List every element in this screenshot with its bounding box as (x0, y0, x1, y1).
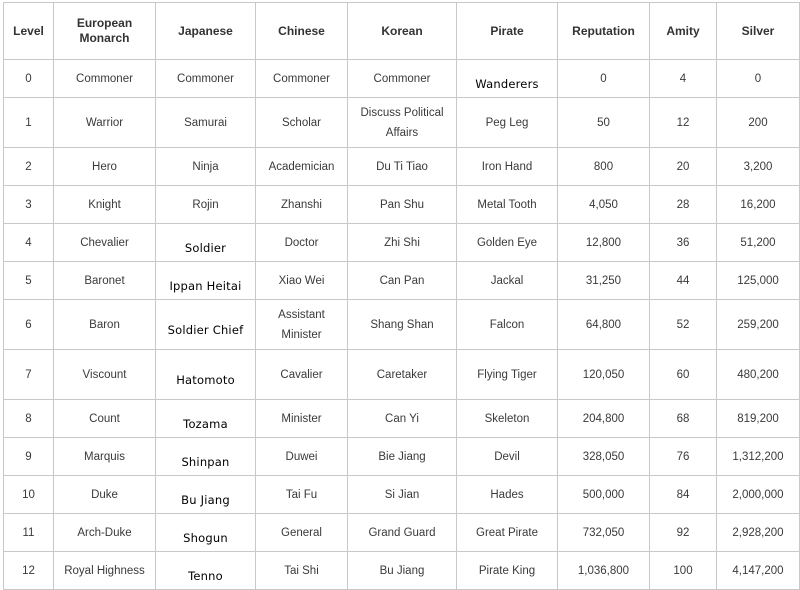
cell-chinese: Assistant Minister (256, 300, 348, 350)
cell-japanese (156, 476, 256, 514)
rank-table (3, 2, 800, 590)
cell-korean: Discuss Political Affairs (348, 98, 457, 148)
cell-japanese-text: Shogun (183, 530, 228, 545)
cell-european: Duke (54, 476, 156, 514)
cell-reputation: 0 (558, 60, 650, 98)
cell-level: 5 (4, 262, 54, 300)
header-european-monarch: European Monarch (54, 3, 156, 60)
cell-silver: 200 (717, 98, 800, 148)
cell-chinese: General (256, 514, 348, 552)
cell-european: Knight (54, 186, 156, 224)
cell-japanese: Commoner (156, 60, 256, 98)
cell-european: Warrior (54, 98, 156, 148)
cell-silver: 480,200 (717, 350, 800, 400)
cell-korean: Shang Shan (348, 300, 457, 350)
cell-japanese-text: Bu Jiang (181, 492, 230, 507)
cell-silver: 2,928,200 (717, 514, 800, 552)
table-row (4, 400, 800, 438)
cell-level: 4 (4, 224, 54, 262)
cell-japanese: Samurai (156, 98, 256, 148)
cell-european: Count (54, 400, 156, 438)
cell-chinese: Cavalier (256, 350, 348, 400)
table-row (4, 98, 800, 148)
cell-pirate: Metal Tooth (457, 186, 558, 224)
table-row (4, 300, 800, 350)
cell-amity: 20 (650, 148, 717, 186)
cell-european: Marquis (54, 438, 156, 476)
cell-reputation: 31,250 (558, 262, 650, 300)
cell-pirate-text: Wanderers (475, 76, 539, 91)
header-pirate: Pirate (457, 3, 558, 60)
cell-korean: Bu Jiang (348, 552, 457, 590)
header-level: Level (4, 3, 54, 60)
cell-pirate: Hades (457, 476, 558, 514)
cell-pirate: Pirate King (457, 552, 558, 590)
cell-european: Baronet (54, 262, 156, 300)
cell-silver: 4,147,200 (717, 552, 800, 590)
cell-korean: Bie Jiang (348, 438, 457, 476)
cell-japanese-text: Tozama (183, 416, 228, 431)
cell-amity: 44 (650, 262, 717, 300)
cell-european: Hero (54, 148, 156, 186)
cell-korean: Zhi Shi (348, 224, 457, 262)
cell-amity: 60 (650, 350, 717, 400)
cell-silver: 259,200 (717, 300, 800, 350)
cell-japanese-text: Ippan Heitai (169, 278, 242, 293)
cell-chinese: Tai Shi (256, 552, 348, 590)
cell-reputation: 328,050 (558, 438, 650, 476)
cell-level: 8 (4, 400, 54, 438)
cell-japanese-text: Soldier Chief (167, 322, 244, 337)
cell-reputation: 12,800 (558, 224, 650, 262)
cell-japanese-text: Soldier (184, 240, 227, 255)
cell-chinese: Scholar (256, 98, 348, 148)
cell-chinese: Tai Fu (256, 476, 348, 514)
cell-level: 0 (4, 60, 54, 98)
header-chinese: Chinese (256, 3, 348, 60)
cell-silver: 125,000 (717, 262, 800, 300)
cell-japanese (156, 300, 256, 350)
cell-japanese: Ninja (156, 148, 256, 186)
cell-korean: Du Ti Tiao (348, 148, 457, 186)
cell-japanese (156, 438, 256, 476)
cell-japanese-text: Hatomoto (176, 372, 235, 387)
table-row (4, 438, 800, 476)
cell-amity: 12 (650, 98, 717, 148)
cell-pirate: Iron Hand (457, 148, 558, 186)
cell-level: 6 (4, 300, 54, 350)
cell-amity: 28 (650, 186, 717, 224)
table-row (4, 60, 800, 98)
table-row (4, 476, 800, 514)
cell-pirate: Flying Tiger (457, 350, 558, 400)
cell-european: Viscount (54, 350, 156, 400)
cell-pirate (457, 60, 558, 98)
cell-amity: 68 (650, 400, 717, 438)
cell-amity: 92 (650, 514, 717, 552)
header-korean: Korean (348, 3, 457, 60)
cell-european: Chevalier (54, 224, 156, 262)
table-row (4, 148, 800, 186)
cell-amity: 100 (650, 552, 717, 590)
cell-reputation: 4,050 (558, 186, 650, 224)
cell-chinese: Doctor (256, 224, 348, 262)
cell-japanese (156, 400, 256, 438)
cell-level: 12 (4, 552, 54, 590)
header-reputation: Reputation (558, 3, 650, 60)
cell-japanese (156, 552, 256, 590)
cell-korean: Caretaker (348, 350, 457, 400)
cell-pirate: Falcon (457, 300, 558, 350)
cell-chinese: Duwei (256, 438, 348, 476)
cell-chinese: Xiao Wei (256, 262, 348, 300)
cell-chinese: Commoner (256, 60, 348, 98)
table-row (4, 186, 800, 224)
header-amity: Amity (650, 3, 717, 60)
cell-silver: 2,000,000 (717, 476, 800, 514)
cell-level: 2 (4, 148, 54, 186)
cell-japanese: Rojin (156, 186, 256, 224)
cell-level: 11 (4, 514, 54, 552)
cell-silver: 16,200 (717, 186, 800, 224)
table-row (4, 224, 800, 262)
cell-european: Arch-Duke (54, 514, 156, 552)
cell-reputation: 800 (558, 148, 650, 186)
cell-amity: 4 (650, 60, 717, 98)
cell-chinese: Academician (256, 148, 348, 186)
cell-reputation: 500,000 (558, 476, 650, 514)
cell-pirate: Golden Eye (457, 224, 558, 262)
cell-chinese: Minister (256, 400, 348, 438)
cell-reputation: 64,800 (558, 300, 650, 350)
cell-silver: 3,200 (717, 148, 800, 186)
cell-amity: 76 (650, 438, 717, 476)
cell-korean: Grand Guard (348, 514, 457, 552)
cell-pirate: Skeleton (457, 400, 558, 438)
cell-european: Commoner (54, 60, 156, 98)
cell-level: 1 (4, 98, 54, 148)
cell-european: Baron (54, 300, 156, 350)
header-japanese: Japanese (156, 3, 256, 60)
cell-amity: 36 (650, 224, 717, 262)
cell-reputation: 120,050 (558, 350, 650, 400)
cell-silver: 1,312,200 (717, 438, 800, 476)
cell-reputation: 1,036,800 (558, 552, 650, 590)
cell-pirate: Peg Leg (457, 98, 558, 148)
cell-japanese (156, 262, 256, 300)
table-row (4, 552, 800, 590)
cell-japanese (156, 350, 256, 400)
cell-japanese-text: Shinpan (181, 454, 230, 469)
cell-korean: Si Jian (348, 476, 457, 514)
cell-pirate: Devil (457, 438, 558, 476)
cell-korean: Pan Shu (348, 186, 457, 224)
cell-silver: 51,200 (717, 224, 800, 262)
cell-pirate: Jackal (457, 262, 558, 300)
cell-japanese (156, 514, 256, 552)
cell-european: Royal Highness (54, 552, 156, 590)
cell-korean: Commoner (348, 60, 457, 98)
header-row (4, 3, 800, 60)
cell-amity: 84 (650, 476, 717, 514)
table-row (4, 514, 800, 552)
cell-pirate: Great Pirate (457, 514, 558, 552)
cell-chinese: Zhanshi (256, 186, 348, 224)
cell-level: 9 (4, 438, 54, 476)
cell-reputation: 204,800 (558, 400, 650, 438)
table-row (4, 350, 800, 400)
cell-korean: Can Pan (348, 262, 457, 300)
cell-silver: 819,200 (717, 400, 800, 438)
table-row (4, 262, 800, 300)
cell-silver: 0 (717, 60, 800, 98)
cell-japanese (156, 224, 256, 262)
cell-level: 3 (4, 186, 54, 224)
cell-amity: 52 (650, 300, 717, 350)
cell-reputation: 50 (558, 98, 650, 148)
cell-level: 7 (4, 350, 54, 400)
cell-reputation: 732,050 (558, 514, 650, 552)
cell-korean: Can Yi (348, 400, 457, 438)
cell-level: 10 (4, 476, 54, 514)
header-silver: Silver (717, 3, 800, 60)
cell-japanese-text: Tenno (188, 568, 223, 583)
